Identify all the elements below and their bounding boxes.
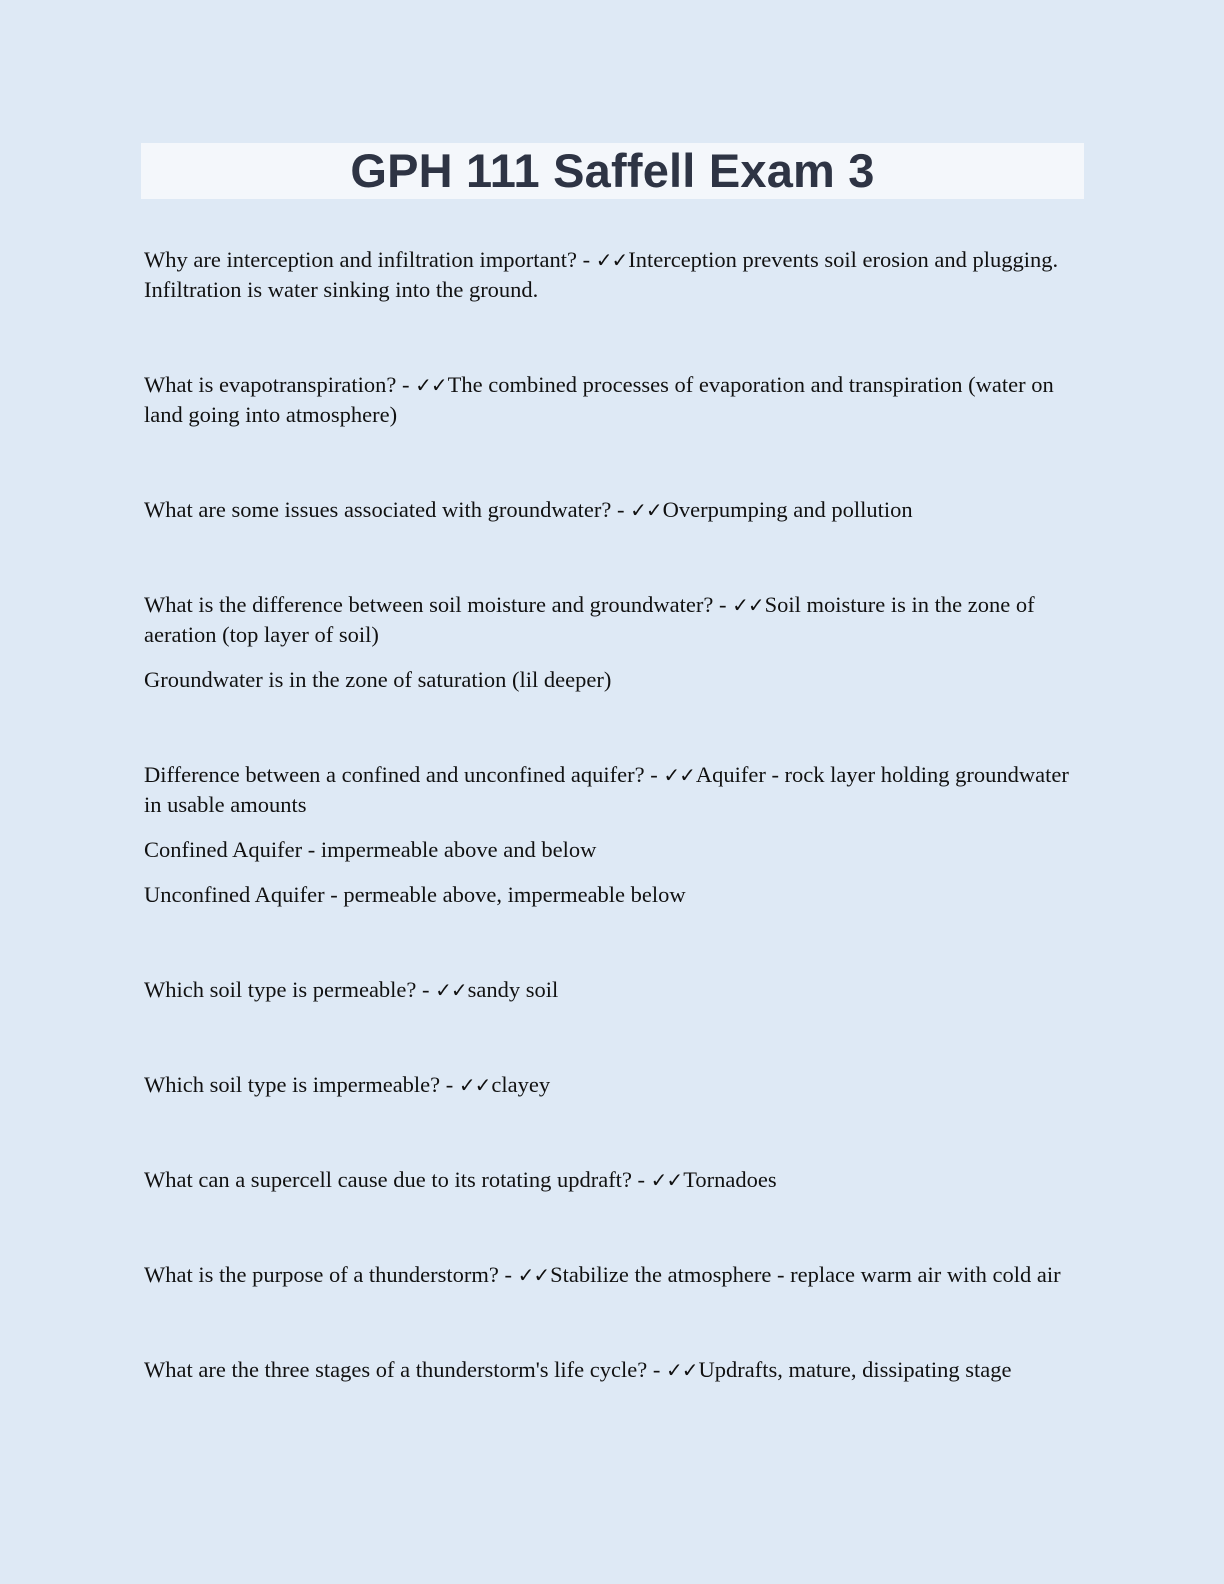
qa-line (144, 1355, 1084, 1385)
answer-text: Overpumping and pollution (662, 497, 913, 522)
qa-line (144, 1070, 1084, 1100)
document-title: GPH 111 Saffell Exam 3 (350, 144, 875, 197)
answer-text: clayey (491, 1072, 551, 1097)
double-check-icon: ✓✓ (732, 593, 764, 617)
title-banner (141, 143, 1084, 199)
double-check-icon: ✓✓ (650, 1168, 683, 1192)
answer-text: Aquifer - rock layer holding groundwater in usable amounts (144, 762, 1069, 817)
qa-line (144, 495, 1084, 525)
answer-text: Stabilize the atmosphere - replace warm air with cold air (550, 1262, 1061, 1287)
qa-item (144, 370, 1084, 430)
qa-item (144, 1260, 1084, 1290)
double-check-icon: ✓✓ (458, 1073, 491, 1097)
answer-text: sandy soil (467, 977, 559, 1002)
qa-line (144, 370, 1084, 430)
answer-continuation: Groundwater is in the zone of saturation (lil deeper) (144, 667, 612, 692)
question-text: What are the three stages of a thunderstorm's life cycle? - (144, 1357, 666, 1382)
qa-line (144, 590, 1084, 650)
question-text: Difference between a confined and unconfined aquifer? - (144, 762, 664, 787)
answer-continuation: Confined Aquifer - impermeable above and below (144, 837, 597, 862)
qa-item (144, 245, 1084, 305)
answer-text: Soil moisture is in the zone of aeration (top layer of soil) (144, 592, 1035, 647)
answer-text: Tornadoes (683, 1167, 777, 1192)
question-text: What is the purpose of a thunderstorm? - (144, 1262, 518, 1287)
qa-item (144, 1355, 1084, 1385)
double-check-icon: ✓✓ (435, 978, 467, 1002)
question-text: Why are interception and infiltration important? - (144, 247, 596, 272)
qa-item (144, 1165, 1084, 1195)
question-text: Which soil type is permeable? - (144, 977, 436, 1002)
qa-item (144, 590, 1084, 695)
qa-line (144, 1165, 1084, 1195)
answer-continuation: Unconfined Aquifer - permeable above, impermeable below (144, 882, 686, 907)
qa-list (144, 245, 1084, 1385)
qa-item (144, 495, 1084, 525)
question-text: Which soil type is impermeable? - (144, 1072, 459, 1097)
double-check-icon: ✓✓ (630, 498, 662, 522)
question-text: What is evapotranspiration? - (144, 372, 416, 397)
double-check-icon: ✓✓ (663, 763, 695, 787)
qa-line (144, 245, 1084, 305)
question-text: What are some issues associated with groundwater? - (144, 497, 631, 522)
question-text: What can a supercell cause due to its rotating updraft? - (144, 1167, 651, 1192)
answer-text: Interception prevents soil erosion and plugging. Infiltration is water sinking into the ground. (144, 247, 1059, 302)
question-text: What is the difference between soil moisture and groundwater? - (144, 592, 733, 617)
qa-line (144, 760, 1084, 820)
qa-line (144, 975, 1084, 1005)
answer-text: Updrafts, mature, dissipating stage (698, 1357, 1012, 1382)
qa-item (144, 975, 1084, 1005)
double-check-icon: ✓✓ (595, 248, 628, 272)
qa-item (144, 760, 1084, 910)
qa-item (144, 1070, 1084, 1100)
double-check-icon: ✓✓ (665, 1358, 698, 1382)
answer-text: The combined processes of evaporation and transpiration (water on land going into atmosphere) (144, 372, 1054, 427)
double-check-icon: ✓✓ (415, 373, 447, 397)
double-check-icon: ✓✓ (517, 1263, 550, 1287)
qa-line (144, 1260, 1084, 1290)
